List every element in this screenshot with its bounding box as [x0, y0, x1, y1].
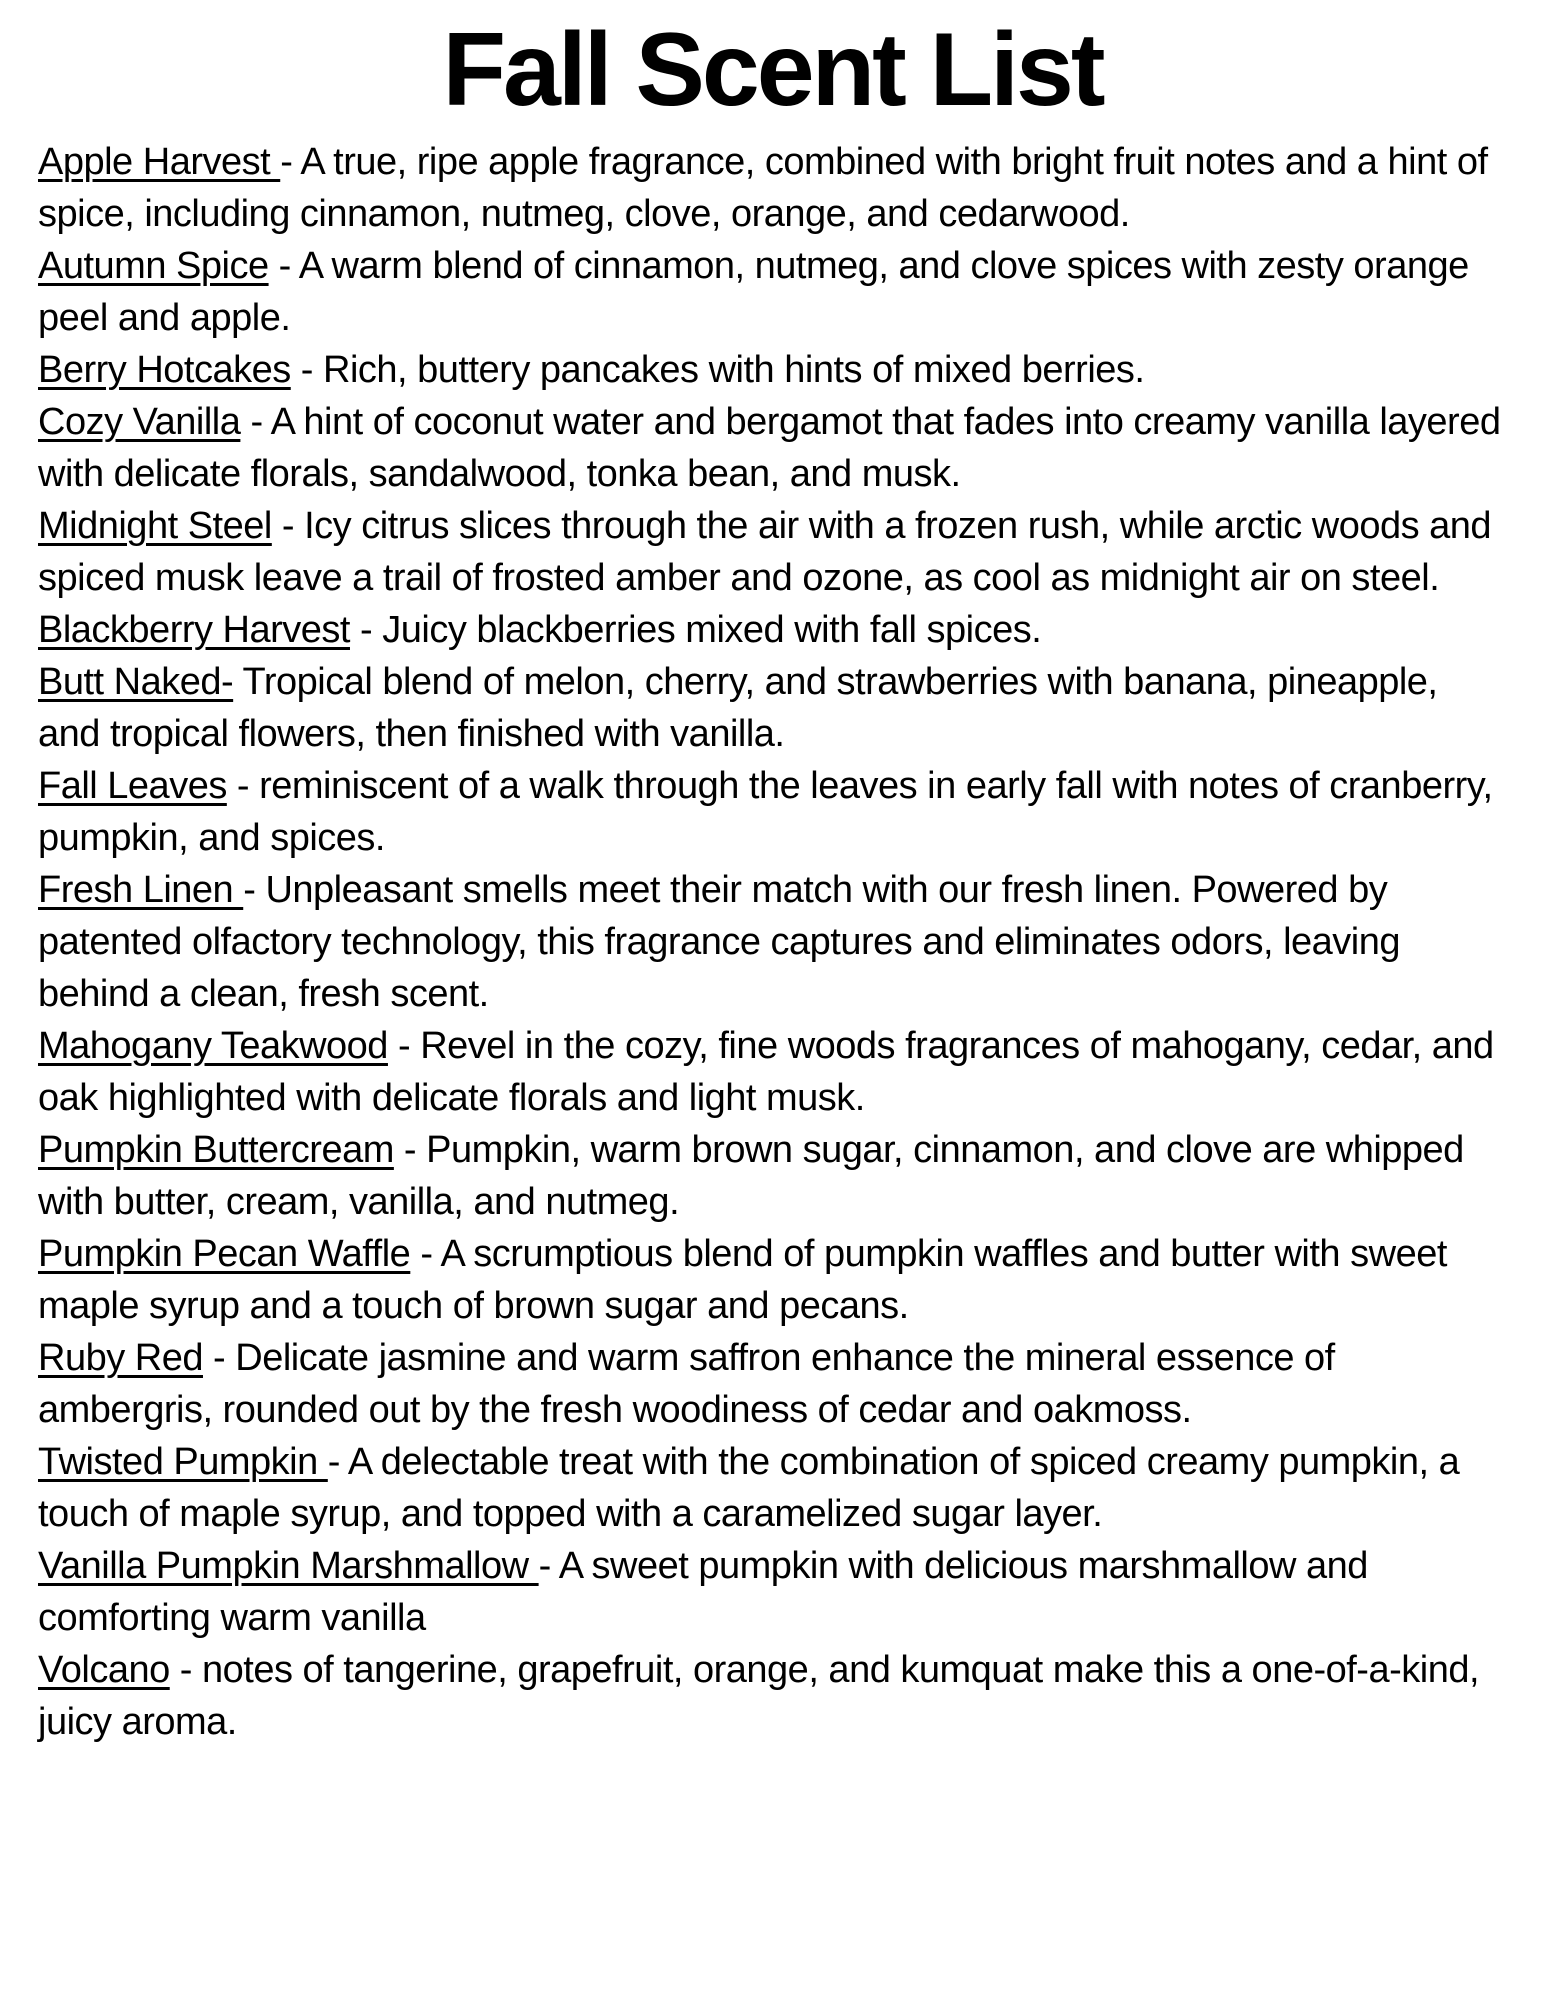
- scent-entry: [38, 1124, 1507, 1228]
- scent-name: Mahogany Teakwood: [38, 1025, 388, 1067]
- scent-description: - Icy citrus slices through the air with a frozen rush, while arctic woods and spiced musk leave a trail of frosted amber and ozone, as cool as midnight air on steel.: [38, 505, 1502, 599]
- scent-entry: [38, 1540, 1507, 1644]
- scent-entry: [38, 1644, 1507, 1748]
- scent-description: - Delicate jasmine and warm saffron enhance the mineral essence of ambergris, rounded out by the fresh woodiness of cedar and oakmoss.: [38, 1337, 1345, 1431]
- scent-description: - Unpleasant smells meet their match with our fresh linen. Powered by patented olfactory technology, this fragrance captures and eliminates odors, leaving behind a clean, fresh scent.: [38, 869, 1411, 1015]
- scent-entry: [38, 656, 1507, 760]
- scent-name: Ruby Red: [38, 1337, 203, 1379]
- scent-entry: [38, 240, 1507, 344]
- scent-name: Volcano: [38, 1649, 170, 1691]
- scent-description: - A warm blend of cinnamon, nutmeg, and clove spices with zesty orange peel and apple.: [38, 245, 1479, 339]
- scent-entry: [38, 760, 1507, 864]
- scent-name: Twisted Pumpkin: [38, 1441, 328, 1483]
- scent-entry: [38, 604, 1507, 656]
- scent-entry: [38, 864, 1507, 1020]
- scent-entry: [38, 1332, 1507, 1436]
- scent-description: Tropical blend of melon, cherry, and strawberries with banana, pineapple, and tropical flowers, then finished with vanilla.: [38, 661, 1448, 755]
- scent-entry: [38, 1228, 1507, 1332]
- scent-entry: [38, 500, 1507, 604]
- scent-description: - A scrumptious blend of pumpkin waffles and butter with sweet maple syrup and a touch of brown sugar and pecans.: [38, 1233, 1457, 1327]
- scent-name: Pumpkin Buttercream: [38, 1129, 394, 1171]
- scent-name: Apple Harvest: [38, 141, 281, 183]
- scent-entry: [38, 344, 1507, 396]
- scent-list: [0, 128, 1545, 1748]
- scent-description: - A sweet pumpkin with delicious marshmallow and comforting warm vanilla: [38, 1545, 1378, 1639]
- scent-name: Autumn Spice: [38, 245, 269, 287]
- scent-description: - A true, ripe apple fragrance, combined with bright fruit notes and a hint of spice, including cinnamon, nutmeg, clove, orange, and cedarwood.: [38, 141, 1498, 235]
- scent-name: Fresh Linen: [38, 869, 244, 911]
- scent-name: Midnight Steel: [38, 505, 272, 547]
- scent-name: Fall Leaves: [38, 765, 227, 807]
- scent-name: Cozy Vanilla: [38, 401, 241, 443]
- scent-description: - Pumpkin, warm brown sugar, cinnamon, and clove are whipped with butter, cream, vanilla, and nutmeg.: [38, 1129, 1474, 1223]
- scent-entry: [38, 396, 1511, 500]
- scent-name: Pumpkin Pecan Waffle: [38, 1233, 411, 1275]
- scent-description: - Revel in the cozy, fine woods fragrances of mahogany, cedar, and oak highlighted with delicate florals and light musk.: [38, 1025, 1504, 1119]
- scent-entry: [38, 1436, 1507, 1540]
- page-title: Fall Scent List: [442, 12, 1103, 128]
- scent-name: Berry Hotcakes: [38, 349, 291, 391]
- scent-entry: [38, 1020, 1507, 1124]
- scent-description: - Rich, buttery pancakes with hints of mixed berries.: [290, 349, 1145, 391]
- scent-name: Butt Naked-: [38, 661, 234, 703]
- scent-entry: [38, 136, 1507, 240]
- scent-description: - A delectable treat with the combination of spiced creamy pumpkin, a touch of maple syrup, and topped with a caramelized sugar layer.: [38, 1441, 1470, 1535]
- scent-description: - notes of tangerine, grapefruit, orange, and kumquat make this a one-of-a-kind, juicy aroma.: [38, 1649, 1490, 1743]
- scent-description: - Juicy blackberries mixed with fall spices.: [349, 609, 1042, 651]
- scent-description: - reminiscent of a walk through the leaves in early fall with notes of cranberry, pumpkin, and spices.: [38, 765, 1503, 859]
- scent-name: Blackberry Harvest: [38, 609, 350, 651]
- scent-description: - A hint of coconut water and bergamot that fades into creamy vanilla layered with delicate florals, sandalwood, tonka bean, and musk.: [38, 401, 1511, 495]
- scent-name: Vanilla Pumpkin Marshmallow: [38, 1545, 539, 1587]
